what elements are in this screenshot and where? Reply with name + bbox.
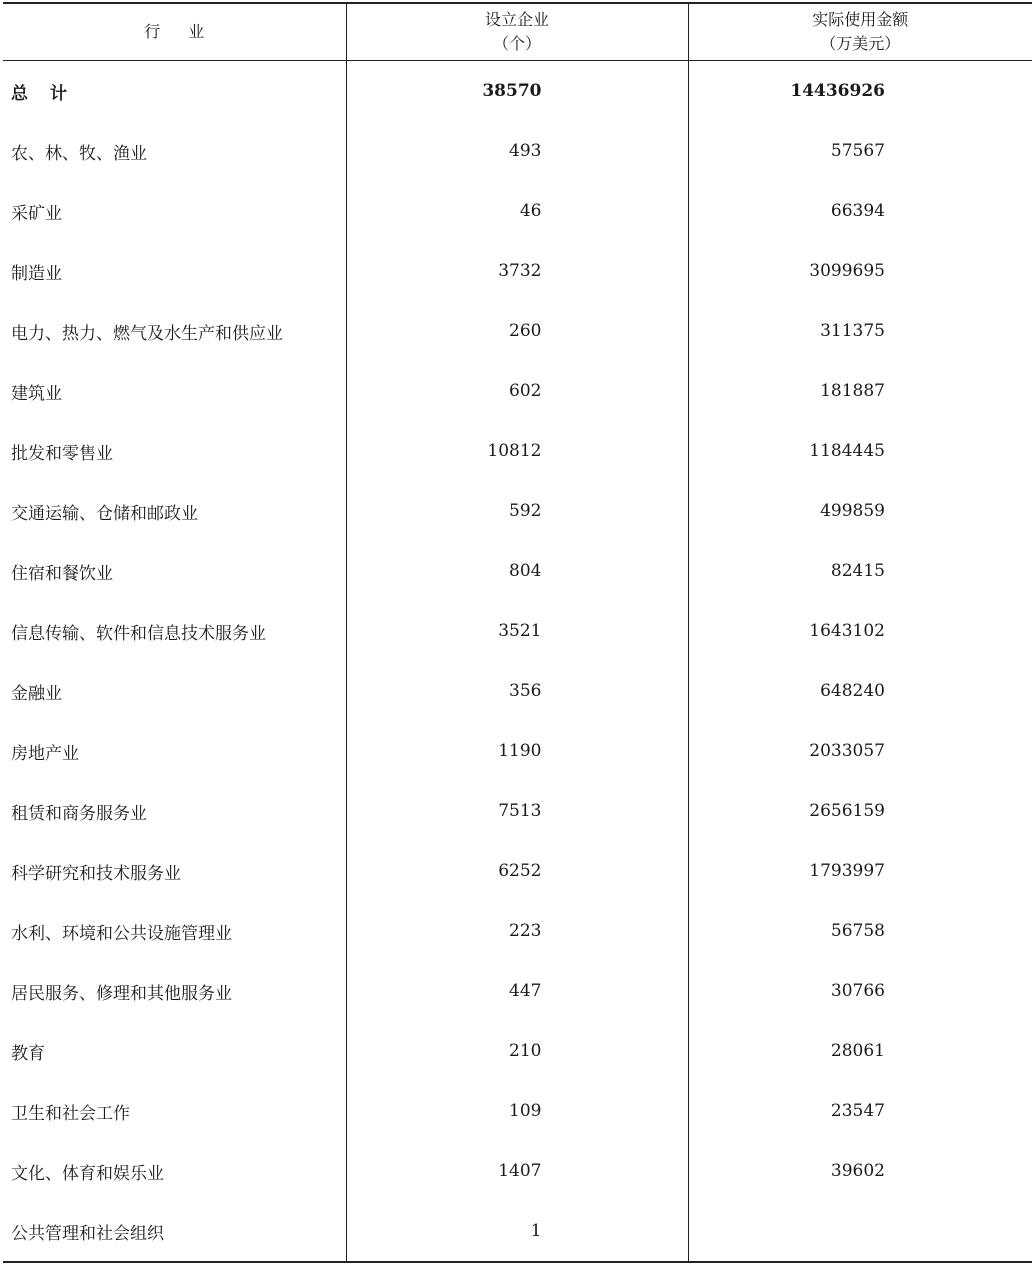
industry-cell: 房地产业: [11, 743, 79, 764]
header-industry: 行业: [3, 3, 346, 61]
amount-cell: 2656159: [688, 781, 1032, 841]
table-row: [3, 841, 1032, 901]
header-enterprises: [346, 3, 688, 61]
table-row: [3, 601, 1032, 661]
enterprises-cell: 46: [346, 181, 688, 241]
header-enterprises-title: 设立企业: [484, 10, 549, 29]
amount-cell: 1643102: [688, 601, 1032, 661]
enterprises-cell: 3521: [346, 601, 688, 661]
industry-cell: 建筑业: [11, 383, 62, 404]
amount-cell: 311375: [688, 301, 1032, 361]
industry-cell: 租赁和商务服务业: [11, 803, 147, 824]
table-row: [3, 901, 1032, 961]
enterprises-cell: 1: [346, 1201, 688, 1262]
enterprises-cell: 804: [346, 541, 688, 601]
industry-cell: 水利、环境和公共设施管理业: [11, 923, 232, 944]
amount-cell: 23547: [688, 1081, 1032, 1141]
total-amount: 14436926: [688, 61, 1032, 122]
table-row: [3, 481, 1032, 541]
table-row: [3, 541, 1032, 601]
industry-cell: 科学研究和技术服务业: [11, 863, 181, 884]
amount-cell: 499859: [688, 481, 1032, 541]
amount-cell: 56758: [688, 901, 1032, 961]
industry-cell: 卫生和社会工作: [11, 1103, 130, 1124]
enterprises-cell: 6252: [346, 841, 688, 901]
total-row: [3, 61, 1032, 122]
amount-cell: 28061: [688, 1021, 1032, 1081]
industry-cell: 采矿业: [11, 203, 62, 224]
table-row: [3, 961, 1032, 1021]
industry-cell: 教育: [11, 1043, 45, 1064]
enterprises-cell: 223: [346, 901, 688, 961]
industry-cell: 文化、体育和娱乐业: [11, 1163, 164, 1184]
enterprises-cell: 3732: [346, 241, 688, 301]
amount-cell: 66394: [688, 181, 1032, 241]
table-row: [3, 181, 1032, 241]
enterprises-cell: 602: [346, 361, 688, 421]
industry-cell: 批发和零售业: [11, 443, 113, 464]
amount-cell: [688, 1201, 1032, 1262]
enterprises-cell: 7513: [346, 781, 688, 841]
table-row: [3, 1201, 1032, 1262]
table-row: [3, 1141, 1032, 1201]
header-amount: [688, 3, 1032, 61]
industry-cell: 金融业: [11, 683, 62, 704]
table-row: [3, 1021, 1032, 1081]
industry-cell: 住宿和餐饮业: [11, 563, 113, 584]
table-row: [3, 301, 1032, 361]
amount-cell: 30766: [688, 961, 1032, 1021]
enterprises-cell: 493: [346, 121, 688, 181]
amount-cell: 648240: [688, 661, 1032, 721]
header-amount-unit: （万美元）: [820, 34, 901, 53]
table-row: [3, 1081, 1032, 1141]
header-enterprises-unit: （个）: [492, 34, 541, 53]
enterprises-cell: 1407: [346, 1141, 688, 1201]
total-label: 总计: [11, 83, 89, 104]
table-row: [3, 121, 1032, 181]
enterprises-cell: 447: [346, 961, 688, 1021]
enterprises-cell: 1190: [346, 721, 688, 781]
table-row: [3, 361, 1032, 421]
header-row: [3, 3, 1032, 61]
industry-cell: 公共管理和社会组织: [3, 1201, 346, 1262]
industry-cell: 电力、热力、燃气及水生产和供应业: [11, 323, 283, 344]
table-header: [3, 3, 1032, 61]
table-row: [3, 721, 1032, 781]
amount-cell: 181887: [688, 361, 1032, 421]
enterprises-cell: 210: [346, 1021, 688, 1081]
enterprises-cell: 109: [346, 1081, 688, 1141]
amount-cell: 2033057: [688, 721, 1032, 781]
amount-cell: 39602: [688, 1141, 1032, 1201]
amount-cell: 57567: [688, 121, 1032, 181]
total-enterprises: 38570: [346, 61, 688, 122]
enterprises-cell: 260: [346, 301, 688, 361]
header-amount-title: 实际使用金额: [812, 10, 909, 29]
table-body: [3, 61, 1032, 1263]
industry-investment-table: [3, 2, 1032, 1263]
enterprises-cell: 592: [346, 481, 688, 541]
table-row: [3, 241, 1032, 301]
industry-cell: 信息传输、软件和信息技术服务业: [11, 623, 266, 644]
enterprises-cell: 10812: [346, 421, 688, 481]
amount-cell: 3099695: [688, 241, 1032, 301]
industry-cell: 农、林、牧、渔业: [11, 143, 147, 164]
amount-cell: 1793997: [688, 841, 1032, 901]
table-row: [3, 781, 1032, 841]
table-row: [3, 421, 1032, 481]
amount-cell: 1184445: [688, 421, 1032, 481]
industry-cell: 交通运输、仓储和邮政业: [11, 503, 198, 524]
enterprises-cell: 356: [346, 661, 688, 721]
industry-cell: 制造业: [11, 263, 62, 284]
industry-cell: 居民服务、修理和其他服务业: [11, 983, 232, 1004]
amount-cell: 82415: [688, 541, 1032, 601]
table-row: [3, 661, 1032, 721]
